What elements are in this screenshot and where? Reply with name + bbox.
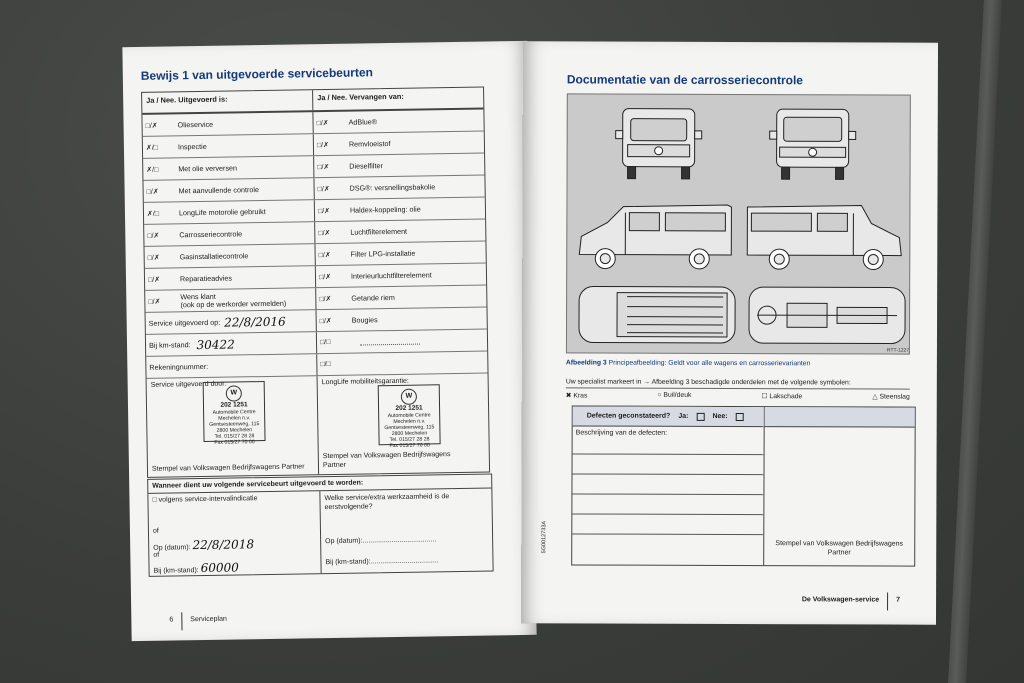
- replaced-label: AdBlue®: [348, 116, 378, 127]
- diagram-code: RTT-1227: [886, 347, 910, 354]
- dealer-stamp-left: W 202 1251 Automobile Centre Mechelen n.v. Gentsesteenweg, 115 2800 Mechelen Tel. 015/27 28 28 Fax 015/27 70 00: [203, 381, 266, 442]
- vehicle-diagram: [566, 93, 911, 354]
- replaced-label: DSG®: versnellingsbakolie: [349, 181, 436, 193]
- right-page-number: 7: [896, 596, 901, 604]
- dealer-stamp-right: W 202 1251 Automobile Centre Mechelen n.v. Gentsesteenweg, 115 2800 Mechelen Tel. 015/27 28 28 Fax 015/27 70 00: [378, 384, 441, 445]
- left-page-footer-text: Serviceplan: [190, 615, 227, 624]
- stamp-caption-left: Stempel van Volkswagen Bedrijfswagens Partner: [151, 463, 305, 473]
- replaced-label: Luchtfilterelement: [350, 226, 408, 237]
- invoice-label: Rekeningnummer:: [149, 361, 209, 372]
- defects-table: [571, 405, 916, 566]
- nee-checkbox[interactable]: [736, 413, 744, 421]
- defect-line[interactable]: [573, 454, 764, 475]
- stamp-right-label: LongLife mobiliteitsgarantie:: [321, 377, 409, 387]
- right-page-title: Documentatie van de carrosseriecontrole: [566, 72, 804, 88]
- document-code: 5G0012733A: [541, 520, 548, 554]
- left-page-title: Bewijs 1 van uitgevoerde servicebeurten: [140, 65, 374, 83]
- km-label: Bij km-stand:: [148, 340, 191, 350]
- damage-symbols: [566, 391, 910, 400]
- replaced-label: Filter LPG-installatie: [350, 248, 416, 259]
- performed-checkbox[interactable]: □/✗: [147, 254, 160, 262]
- van-front-view: [616, 109, 702, 179]
- van-rear-view: [770, 109, 856, 179]
- performed-checkbox[interactable]: □/✗: [147, 232, 160, 240]
- performed-checkbox[interactable]: ✗/□: [146, 166, 159, 174]
- replaced-checkbox[interactable]: □/✗: [316, 141, 330, 149]
- performed-checkbox[interactable]: □/✗: [147, 276, 161, 284]
- performed-label: Met aanvullende controle: [178, 184, 259, 195]
- next-date-right: Op (datum):......................................: [325, 536, 437, 546]
- blank-line: [360, 338, 420, 345]
- next-service-table: Wanneer dient uw volgende servicebeurt uitgevoerd te worden: □ volgens service-intervalindicatie of Op (datum): 22/8/2018 of Bij (km-stand): 60000 Welke service/extra werkzaamheid is de eerstvolgende? Op (datum):...................................... Bij (km-stand):...................................: [147, 473, 493, 576]
- next-km-value: 60000: [200, 560, 239, 576]
- next-service-header: Wanneer dient uw volgende servicebeurt uitgevoerd te worden:: [148, 474, 491, 493]
- replaced-label: Dieselfilter: [349, 160, 383, 171]
- defect-line[interactable]: [572, 514, 763, 535]
- symbol-kras: ✖ Kras: [565, 392, 588, 400]
- vehicle-diagram-svg: [567, 94, 912, 355]
- right-page-footer-text: De Volkswagen-service: [801, 596, 880, 604]
- stamp-caption-right-page: Stempel van Volkswagen Bedrijfswagens Partner: [775, 540, 904, 557]
- van-top-view: [579, 286, 735, 343]
- header-replaced: Ja / Nee. Vervangen van:: [317, 91, 404, 103]
- replaced-label: Haldex-koppeling: olie: [349, 204, 421, 215]
- defect-line[interactable]: [572, 474, 763, 495]
- defect-line[interactable]: [572, 534, 763, 555]
- km-value: 30422: [196, 336, 235, 352]
- next-km-right: Bij (km-stand):...................................: [325, 557, 439, 567]
- performed-label: Gasinstallatiecontrole: [179, 250, 249, 261]
- replaced-checkbox[interactable]: □/✗: [317, 163, 330, 171]
- performed-label: LongLife motorolie gebruikt: [178, 206, 266, 217]
- replaced-label: Remvloeistof: [348, 138, 391, 149]
- vw-logo-icon: W: [401, 389, 417, 405]
- ja-checkbox[interactable]: [696, 412, 704, 420]
- replaced-checkbox[interactable]: □/✗: [317, 185, 330, 193]
- next-interval-option[interactable]: □ volgens service-intervalindicatie: [152, 495, 258, 504]
- blank-checkbox-2[interactable]: □/□: [320, 360, 331, 369]
- stamp-caption-right: Stempel van Volkswagen Bedrijfswagens Partner: [322, 451, 451, 470]
- replaced-checkbox[interactable]: □/✗: [319, 295, 332, 303]
- next-extra-question: Welke service/extra werkzaamheid is de eerstvolgende?: [324, 493, 450, 512]
- van-left-side-view: [579, 204, 731, 269]
- bougies-checkbox[interactable]: □/✗: [319, 317, 332, 325]
- replaced-label: Getande riem: [351, 292, 395, 303]
- right-page: [521, 41, 938, 624]
- left-page-number: 6: [169, 616, 174, 624]
- performed-label: Carrosseriecontrole: [179, 228, 243, 239]
- next-date-value: 22/8/2018: [192, 537, 255, 553]
- replaced-checkbox[interactable]: □/✗: [317, 207, 331, 215]
- performed-label: Wens klant (ook op de werkorder vermelden): [180, 291, 287, 309]
- performed-label: Olieservice: [177, 119, 214, 129]
- next-date-row: Op (datum): 22/8/2018: [153, 537, 255, 553]
- replaced-checkbox[interactable]: □/✗: [318, 273, 332, 281]
- performed-checkbox[interactable]: ✗/□: [145, 144, 159, 152]
- left-page: [122, 41, 536, 641]
- replaced-checkbox[interactable]: □/✗: [318, 251, 331, 259]
- marking-instruction: Uw specialist markeert in → Afbeelding 3 beschadigde onderdelen met de volgende symbolen:: [566, 378, 910, 389]
- replaced-label: Interieurluchtfilterelement: [350, 269, 432, 281]
- symbol-lakschade: ☐ Lakschade: [761, 393, 803, 401]
- header-performed: Ja / Nee. Uitgevoerd is:: [142, 90, 313, 113]
- defect-description-label: Beschrijving van de defecten:: [573, 426, 764, 455]
- performed-label: Met olie verversen: [178, 162, 238, 173]
- next-km-row: Bij (km-stand): 60000: [153, 560, 239, 576]
- performed-checkbox[interactable]: □/✗: [146, 188, 159, 196]
- replaced-checkbox[interactable]: □/✗: [316, 119, 329, 127]
- performed-checkbox[interactable]: □/✗: [148, 298, 161, 306]
- performed-checkbox[interactable]: □/✗: [145, 122, 158, 130]
- bougies-label: Bougies: [351, 314, 378, 325]
- performed-label: Inspectie: [177, 141, 207, 151]
- vw-logo-icon: W: [226, 385, 242, 401]
- blank-checkbox[interactable]: □/□: [319, 338, 331, 347]
- figure-caption: Afbeelding 3 Principeafbeelding: Geldt voor alle wagens en carrosserievarianten: [565, 359, 811, 368]
- right-page-footer: [802, 596, 900, 610]
- service-table: [141, 87, 490, 478]
- replaced-checkbox[interactable]: □/✗: [318, 229, 331, 237]
- symbol-buil: ○ Buil/deuk: [657, 391, 692, 399]
- service-date-value: 22/8/2016: [224, 314, 286, 330]
- defects-header: Defecten geconstateerd? Ja: Nee:: [573, 406, 764, 427]
- van-underside-view: [749, 287, 905, 344]
- left-page-footer: [169, 616, 227, 631]
- service-date-label: Service uitgevoerd op:: [148, 317, 221, 328]
- performed-checkbox[interactable]: ✗/□: [146, 210, 160, 218]
- defect-line[interactable]: [572, 494, 763, 515]
- performed-label: Reparatieadvies: [179, 273, 233, 283]
- stamp-left-label: Service uitgevoerd door:: [150, 380, 227, 389]
- symbol-steenslag: △ Steenslag: [872, 393, 910, 401]
- stamp-row: [147, 374, 489, 477]
- van-right-side-view: [747, 205, 901, 270]
